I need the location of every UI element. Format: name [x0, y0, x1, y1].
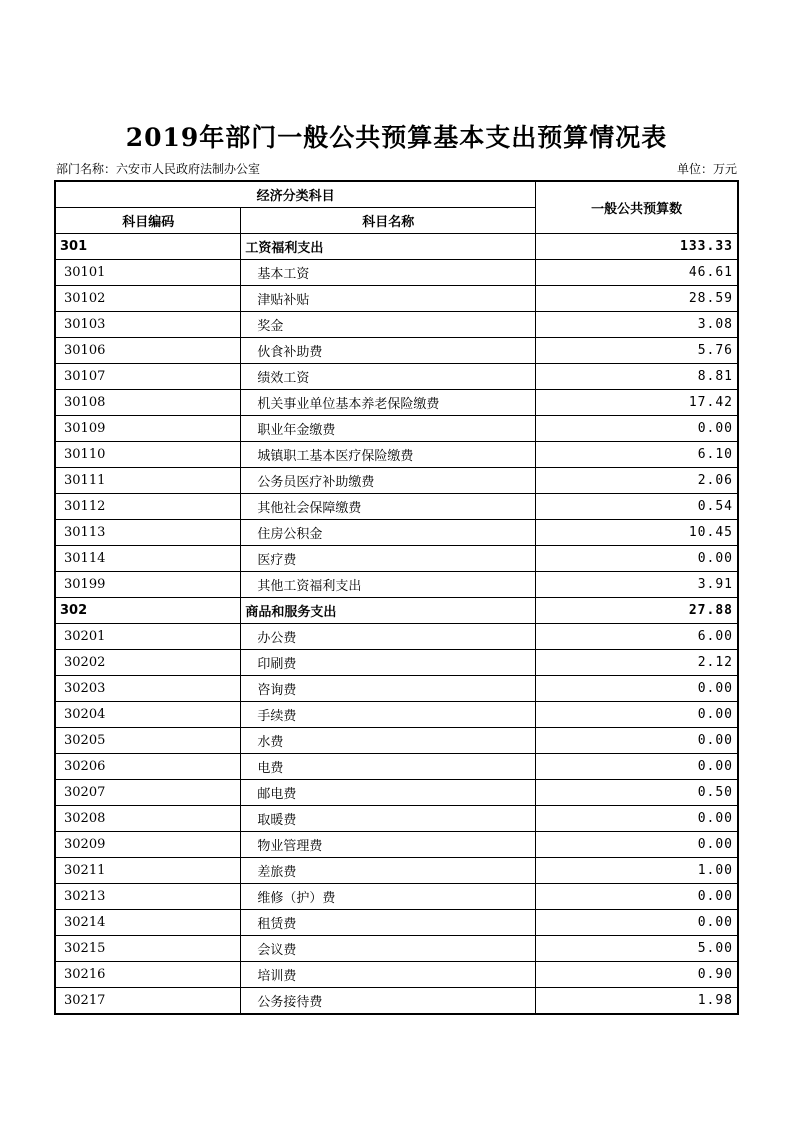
row-amount: 0.00 — [536, 884, 738, 910]
table-group-row — [55, 598, 738, 624]
header-amount: 一般公共预算数 — [536, 181, 738, 234]
table-group-row — [55, 234, 738, 260]
row-name: 手续费 — [241, 702, 536, 728]
row-name: 培训费 — [241, 962, 536, 988]
table-row — [55, 442, 738, 468]
row-name: 咨询费 — [241, 676, 536, 702]
row-amount: 27.88 — [536, 598, 738, 624]
header-code: 科目编码 — [55, 208, 241, 234]
row-amount: 0.00 — [536, 546, 738, 572]
table-row — [55, 286, 738, 312]
row-amount: 133.33 — [536, 234, 738, 260]
department-name: 部门名称：六安市人民政府法制办公室 — [56, 162, 261, 176]
row-amount: 0.00 — [536, 910, 738, 936]
row-code: 30111 — [55, 468, 241, 494]
row-name: 商品和服务支出 — [241, 598, 536, 624]
table-row — [55, 546, 738, 572]
row-code: 30217 — [55, 988, 241, 1015]
row-amount: 6.00 — [536, 624, 738, 650]
row-name: 会议费 — [241, 936, 536, 962]
row-amount: 2.12 — [536, 650, 738, 676]
row-name: 印刷费 — [241, 650, 536, 676]
row-code: 30113 — [55, 520, 241, 546]
table-row — [55, 936, 738, 962]
row-name: 公务接待费 — [241, 988, 536, 1015]
row-code: 30205 — [55, 728, 241, 754]
row-name: 邮电费 — [241, 780, 536, 806]
table-row — [55, 390, 738, 416]
row-amount: 0.50 — [536, 780, 738, 806]
row-name: 住房公积金 — [241, 520, 536, 546]
row-name: 物业管理费 — [241, 832, 536, 858]
table-row — [55, 754, 738, 780]
table-row — [55, 260, 738, 286]
row-code: 30202 — [55, 650, 241, 676]
table-row — [55, 962, 738, 988]
row-amount: 46.61 — [536, 260, 738, 286]
row-code: 30112 — [55, 494, 241, 520]
page-title: 2019年部门一般公共预算基本支出预算情况表 — [125, 123, 668, 152]
row-name: 职业年金缴费 — [241, 416, 536, 442]
row-name: 公务员医疗补助缴费 — [241, 468, 536, 494]
table-row — [55, 624, 738, 650]
row-code: 30203 — [55, 676, 241, 702]
header-economic-classification: 经济分类科目 — [55, 181, 536, 208]
table-row — [55, 572, 738, 598]
row-amount: 2.06 — [536, 468, 738, 494]
row-amount: 0.00 — [536, 702, 738, 728]
table-row — [55, 806, 738, 832]
row-code: 30108 — [55, 390, 241, 416]
row-code: 30209 — [55, 832, 241, 858]
table-row — [55, 338, 738, 364]
table-row — [55, 520, 738, 546]
row-code: 30204 — [55, 702, 241, 728]
row-code: 30103 — [55, 312, 241, 338]
row-name: 城镇职工基本医疗保险缴费 — [241, 442, 536, 468]
row-amount: 3.91 — [536, 572, 738, 598]
row-code: 30208 — [55, 806, 241, 832]
row-amount: 6.10 — [536, 442, 738, 468]
row-name: 津贴补贴 — [241, 286, 536, 312]
row-name: 奖金 — [241, 312, 536, 338]
row-amount: 0.00 — [536, 728, 738, 754]
table-row — [55, 676, 738, 702]
row-code: 30215 — [55, 936, 241, 962]
row-amount: 0.54 — [536, 494, 738, 520]
row-name: 办公费 — [241, 624, 536, 650]
row-code: 30213 — [55, 884, 241, 910]
row-code: 30109 — [55, 416, 241, 442]
row-amount: 5.00 — [536, 936, 738, 962]
row-name: 医疗费 — [241, 546, 536, 572]
row-amount: 1.98 — [536, 988, 738, 1015]
row-amount: 0.00 — [536, 806, 738, 832]
table-row — [55, 650, 738, 676]
row-name: 差旅费 — [241, 858, 536, 884]
row-name: 基本工资 — [241, 260, 536, 286]
row-amount: 0.00 — [536, 416, 738, 442]
table-row — [55, 416, 738, 442]
header-name: 科目名称 — [241, 208, 536, 234]
row-amount: 0.00 — [536, 676, 738, 702]
row-amount: 1.00 — [536, 858, 738, 884]
row-amount: 0.00 — [536, 754, 738, 780]
row-amount: 0.90 — [536, 962, 738, 988]
table-row — [55, 858, 738, 884]
row-name: 水费 — [241, 728, 536, 754]
row-name: 租赁费 — [241, 910, 536, 936]
row-code: 302 — [55, 598, 241, 624]
row-code: 30110 — [55, 442, 241, 468]
row-amount: 5.76 — [536, 338, 738, 364]
table-row — [55, 910, 738, 936]
table-row — [55, 728, 738, 754]
table-row — [55, 468, 738, 494]
row-name: 其他社会保障缴费 — [241, 494, 536, 520]
row-name: 伙食补助费 — [241, 338, 536, 364]
row-name: 工资福利支出 — [241, 234, 536, 260]
table-row — [55, 312, 738, 338]
table-row — [55, 780, 738, 806]
row-code: 30201 — [55, 624, 241, 650]
table-row — [55, 884, 738, 910]
table-row — [55, 364, 738, 390]
budget-table — [54, 180, 739, 1015]
row-code: 30214 — [55, 910, 241, 936]
row-code: 301 — [55, 234, 241, 260]
table-row — [55, 988, 738, 1015]
row-code: 30101 — [55, 260, 241, 286]
row-name: 电费 — [241, 754, 536, 780]
row-name: 其他工资福利支出 — [241, 572, 536, 598]
row-code: 30114 — [55, 546, 241, 572]
row-code: 30206 — [55, 754, 241, 780]
row-code: 30106 — [55, 338, 241, 364]
unit-label: 单位：万元 — [676, 162, 737, 176]
row-amount: 10.45 — [536, 520, 738, 546]
row-amount: 8.81 — [536, 364, 738, 390]
table-row — [55, 832, 738, 858]
row-amount: 28.59 — [536, 286, 738, 312]
table-row — [55, 702, 738, 728]
table-row — [55, 494, 738, 520]
row-amount: 3.08 — [536, 312, 738, 338]
row-name: 维修（护）费 — [241, 884, 536, 910]
row-name: 机关事业单位基本养老保险缴费 — [241, 390, 536, 416]
row-code: 30216 — [55, 962, 241, 988]
row-code: 30107 — [55, 364, 241, 390]
row-amount: 17.42 — [536, 390, 738, 416]
row-code: 30207 — [55, 780, 241, 806]
row-name: 取暖费 — [241, 806, 536, 832]
row-code: 30199 — [55, 572, 241, 598]
row-code: 30211 — [55, 858, 241, 884]
table-body — [55, 234, 738, 1015]
row-name: 绩效工资 — [241, 364, 536, 390]
row-code: 30102 — [55, 286, 241, 312]
row-amount: 0.00 — [536, 832, 738, 858]
